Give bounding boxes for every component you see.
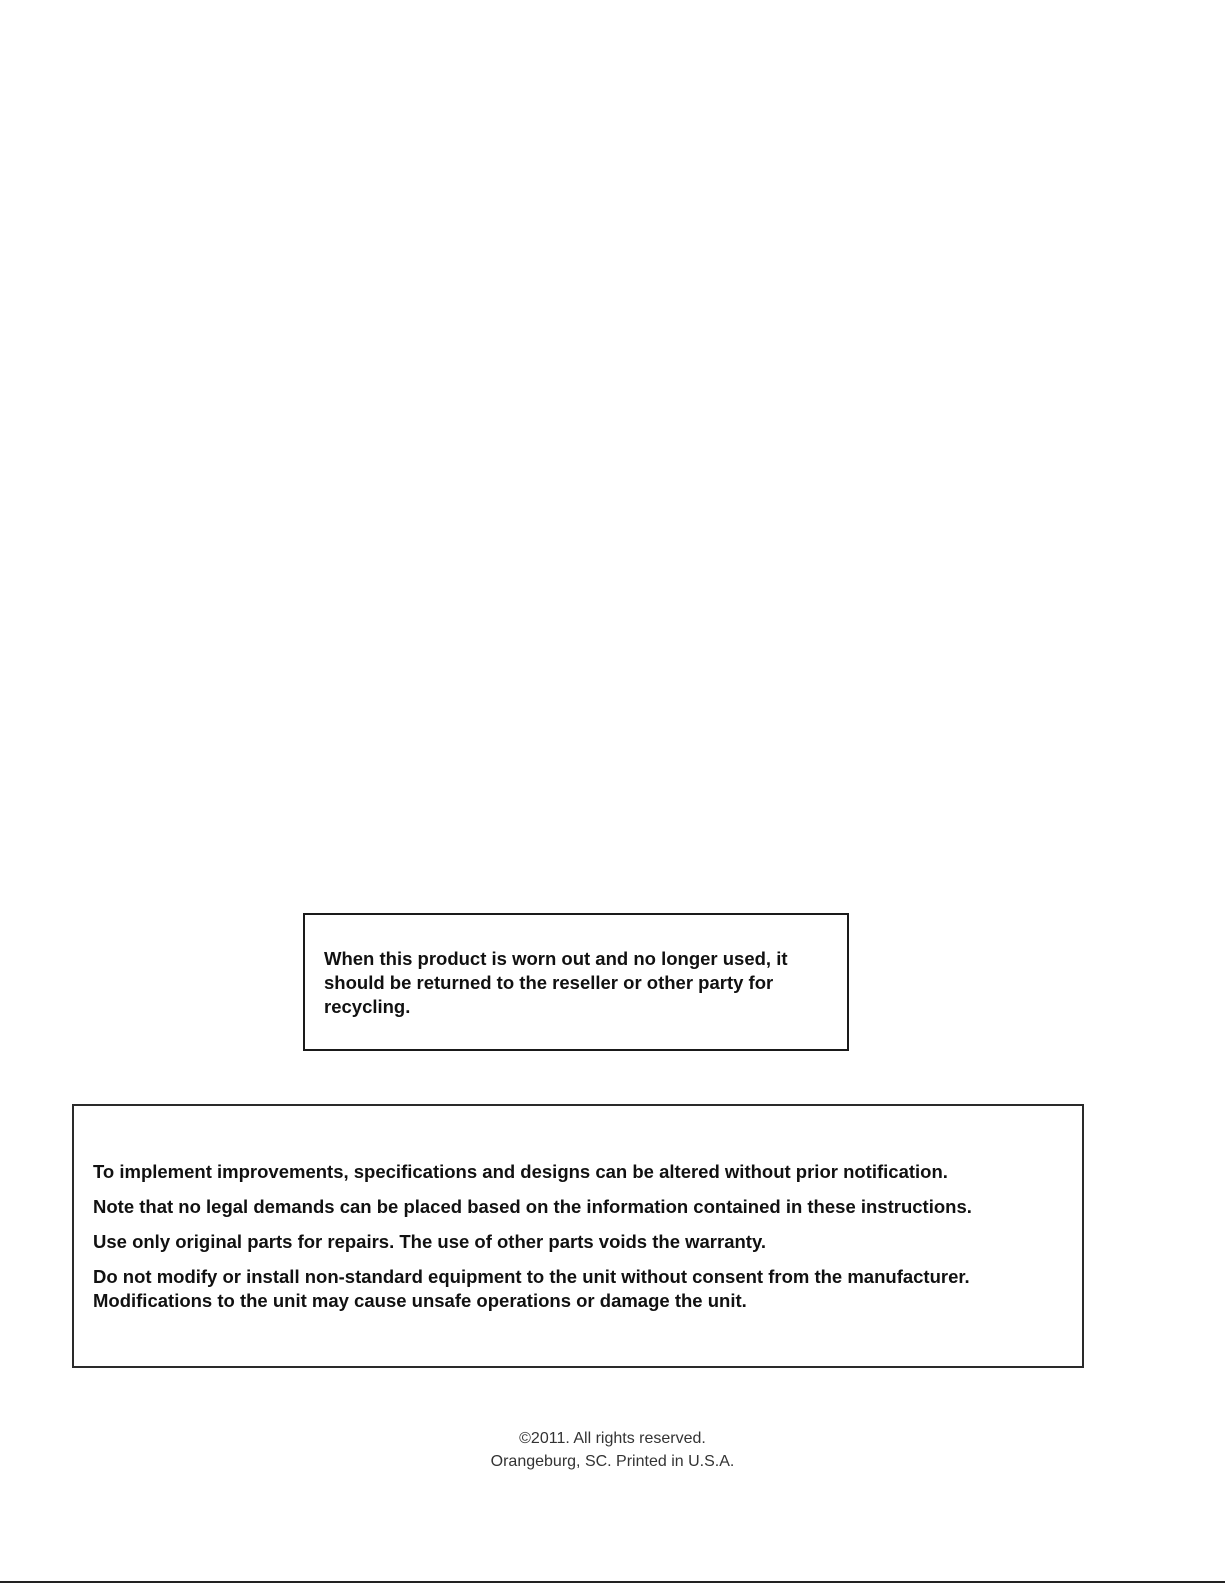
bottom-divider [0, 1581, 1225, 1583]
recycling-notice-text [324, 947, 827, 1019]
modification-notice: Do not modify or install non-standard equipment to the unit without consent from the manufacturer. [93, 1266, 970, 1287]
original-parts-notice: Use only original parts for repairs. The use of other parts voids the warranty. [93, 1231, 767, 1252]
printed-location-text: Orangeburg, SC. Printed in U.S.A. [490, 1453, 735, 1470]
improvements-notice: To implement improvements, specifications and designs can be altered without prior notification. [93, 1161, 948, 1182]
footer [0, 1427, 1225, 1473]
modification-warning: Modifications to the unit may cause unsafe operations or damage the unit. [93, 1290, 747, 1311]
recycling-notice-box [303, 913, 849, 1051]
legal-demands-notice: Note that no legal demands can be placed based on the information contained in these instructions. [93, 1196, 972, 1217]
legal-notice-box [72, 1104, 1084, 1368]
recycling-notice-line: recycling. [324, 996, 411, 1017]
recycling-notice-line: When this product is worn out and no longer used, it [324, 948, 788, 969]
copyright-text: ©2011. All rights reserved. [519, 1430, 706, 1447]
recycling-notice-line: should be returned to the reseller or other party for [324, 972, 774, 993]
